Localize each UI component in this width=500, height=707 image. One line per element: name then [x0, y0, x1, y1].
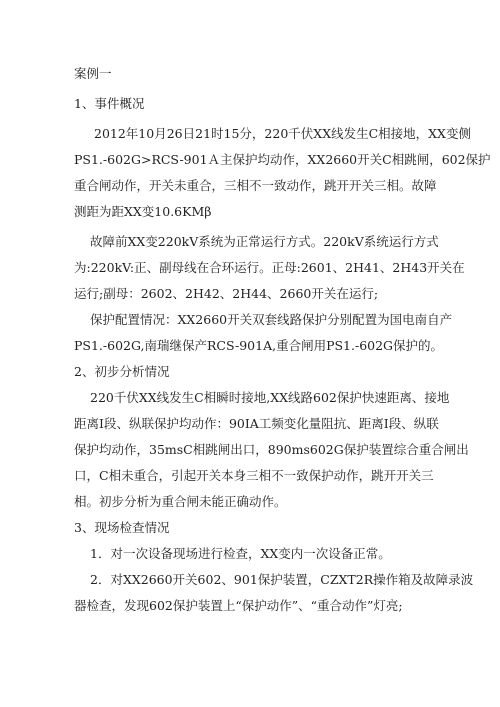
section-heading-inspection: 3、现场检查情况 [74, 520, 170, 535]
paragraph-line: 220千伏XX线发生C相瞬时接地,XX线路602保护快速距离、接地 [90, 390, 450, 405]
paragraph-line: 口，C相未重合，引起开关本身三相不一致保护动作，跳开开关三 [74, 468, 434, 483]
paragraph-line: 运行;副母：2602、2H42、2H44、2660开关在运行; [74, 286, 379, 301]
paragraph-line: 重合闸动作，开关未重合，三相不一致动作，跳开开关三相。故障 [74, 178, 437, 193]
case-title: 案例一 [74, 66, 112, 81]
paragraph-line: 保护均动作，35msC相跳闸出口，890ms602G保护装置综合重合闸出 [74, 442, 469, 457]
paragraph-line: 保护配置情况：XX2660开关双套线路保护分别配置为国电南自产 [90, 312, 453, 327]
paragraph-line: 为:220kV:正、副母线在合环运行。正母:2601、2H41、2H43开关在 [74, 260, 465, 275]
paragraph-line: 相。初步分析为重合闸未能正确动作。 [74, 494, 287, 509]
paragraph-line: 2012年10月26日21时15分，220千伏XX线发生C相接地，XX变侧 [94, 126, 471, 141]
paragraph-line: PS1.-602G,南瑞继保产RCS-901A,重合闸用PS1.-602G保护的。 [74, 338, 444, 353]
section-heading-overview: 1、事件概况 [74, 96, 145, 111]
section-heading-analysis: 2、初步分析情况 [74, 364, 170, 379]
paragraph-line: 故障前XX变220kV系统为正常运行方式。220kV系统运行方式 [90, 234, 439, 249]
paragraph-line: 距离I段、纵联保护均动作：90IA工频变化量阻抗、距离I段、纵联 [74, 416, 439, 431]
paragraph-line: 测距为距XX变10.6KMβ [74, 204, 212, 219]
paragraph-line: PS1.-602G>RCS-901Ａ主保护均动作，XX2660开关C相跳闸，602保护 [74, 152, 491, 167]
list-item: 2．对XX2660开关602、901保护装置，CZXT2R操作箱及故障录波 [90, 572, 474, 587]
paragraph-line: 器检查，发现602保护装置上“保护动作”、“重合动作”灯亮; [74, 598, 403, 613]
list-item: 1．对一次设备现场进行检查，XX变内一次设备正常。 [90, 546, 391, 561]
